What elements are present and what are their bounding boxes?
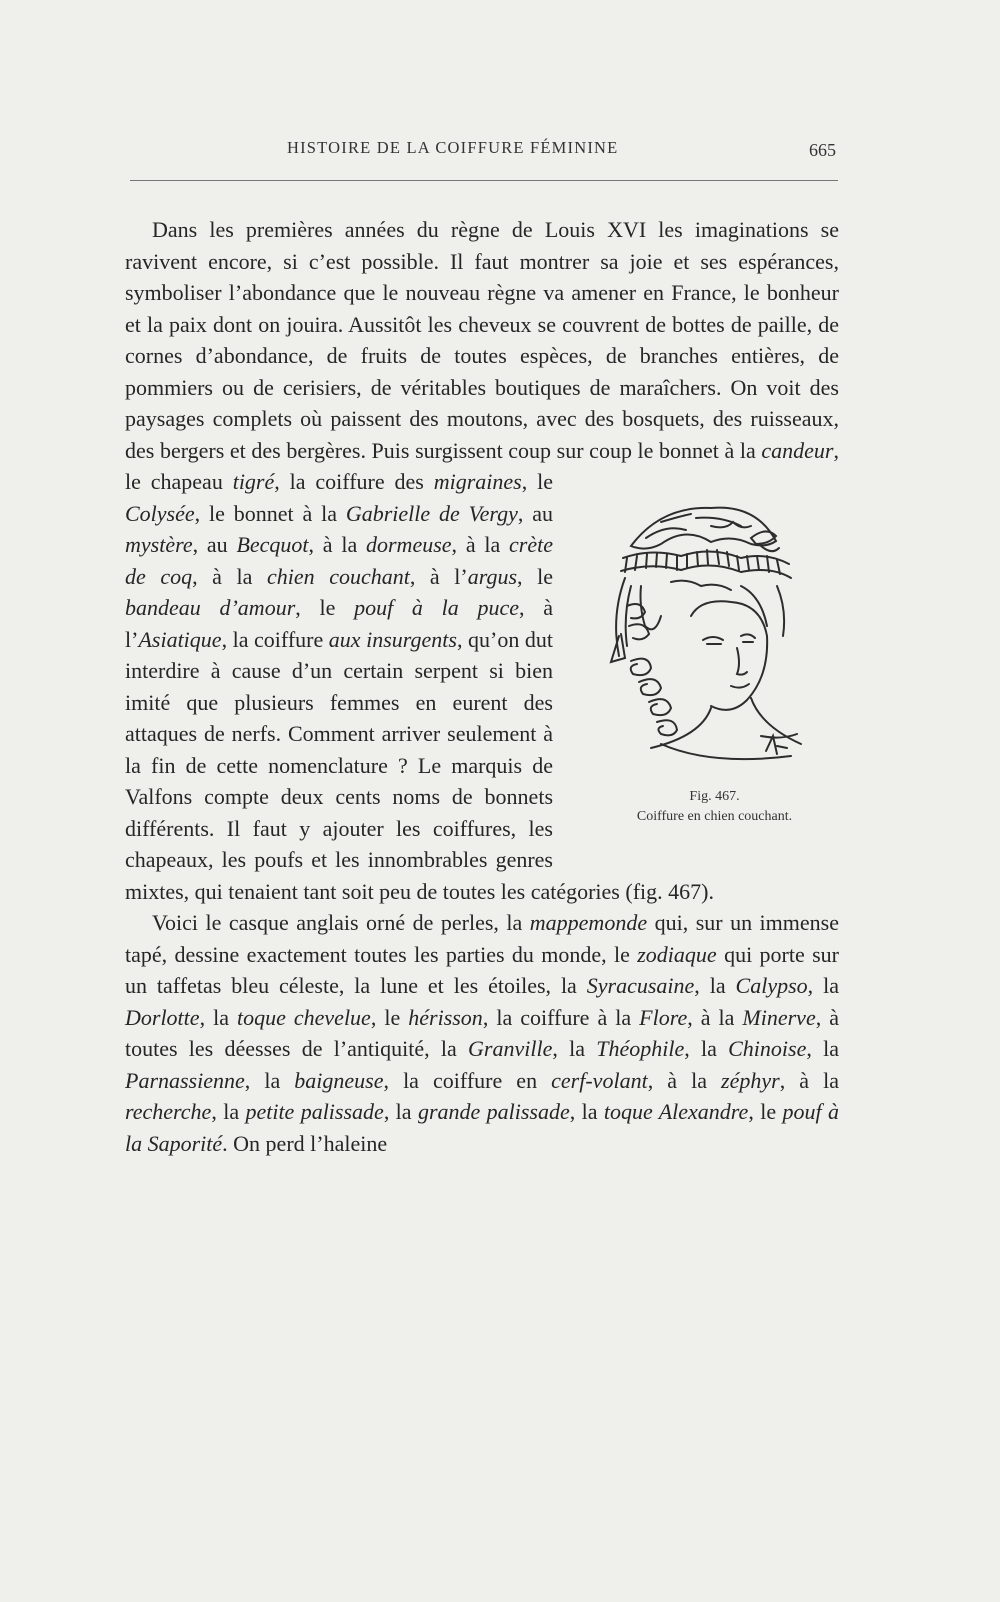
term: grande palissade [417, 1099, 570, 1124]
figure-number: Fig. 467. [689, 789, 740, 804]
text-run: . On perd l’haleine [222, 1130, 388, 1156]
term: petite palissade [245, 1099, 384, 1124]
text-run: , au [192, 532, 237, 557]
paragraph-1-intro: Dans les premières années du règne de Louis XVI les imaginations se ravivent encore, si c’est possible. Il faut montrer sa joie et ses espérances, symboliser l’abondance que le nouveau règne va amener en France, le bonheur et la paix dont on jouira. Aussitôt les cheveux se couvrent de bottes de paille, de cornes d’abondance, de fruits de toutes espèces, de branches entières, de pommiers ou de cerisiers, de véritables boutiques de maraîchers. On voit des paysages complets où paissent des moutons, avec des bosquets, des ruisseaux, des bergers et des bergères. Puis surgissent coup sur coup le bonnet à la [125, 217, 839, 463]
term: Granville [468, 1036, 553, 1061]
text-run: , le [521, 469, 553, 494]
term: Asiatique [138, 626, 222, 652]
term: Calypso [735, 973, 808, 998]
page-header [130, 136, 838, 181]
term: Théophile [596, 1036, 685, 1061]
illustration-coiffure-chien-couchant [591, 486, 821, 786]
term: zodiaque [637, 941, 717, 967]
text-run: qui, sur un immense tapé, dessine exactement toutes les parties du monde, le [125, 910, 839, 967]
text-run: , la coiffure [221, 626, 329, 652]
term: Becquot [236, 532, 309, 557]
term: baigneuse [294, 1067, 384, 1093]
page-number: 665 [809, 140, 836, 160]
text-run: , le chapeau [125, 437, 839, 494]
text-run: , la [684, 1036, 729, 1061]
term: Parnassienne [125, 1067, 245, 1093]
text-run: , le [748, 1099, 783, 1124]
term: mystère [125, 532, 193, 557]
term: Flore [639, 1004, 688, 1030]
text-run: qui porte sur un taffetas bleu céleste, la lune et les étoiles, la [125, 941, 840, 998]
figure-467 [563, 466, 839, 854]
body-text [125, 214, 839, 1159]
term: dormeuse [366, 532, 452, 557]
text-run: , la [569, 1099, 604, 1124]
term: migraines [433, 469, 522, 494]
term: toque chevelue [236, 1004, 371, 1030]
running-title: HISTOIRE DE LA COIFFURE FÉMININE [287, 138, 619, 157]
text-run: , à l’ [125, 595, 553, 652]
term: Gabrielle de Vergy [345, 500, 518, 526]
text-run: , à la [451, 532, 510, 557]
text-run: , le bonnet à la [194, 500, 346, 526]
text-run: , à la [779, 1067, 839, 1093]
text-run: , le [517, 563, 553, 589]
term: toque Alexandre [603, 1099, 749, 1124]
term: zéphyr [721, 1067, 780, 1093]
text-run: , la [211, 1099, 246, 1124]
term: tigré [232, 469, 275, 494]
term: Colysée [125, 500, 195, 526]
text-run: , à la [687, 1004, 743, 1030]
text-run: , à toutes les déesses de l’antiquité, la [125, 1004, 840, 1061]
figure-caption: Coiffure en chien couchant. [636, 809, 793, 824]
text-run: , le [295, 595, 355, 620]
term: aux insurgents [328, 626, 457, 652]
term: cerf-volant [551, 1067, 648, 1093]
term: crète de coq [125, 532, 553, 589]
term: chien couchant [266, 563, 410, 589]
term: argus [467, 563, 518, 589]
text-run: , à la [308, 532, 366, 557]
text-run: , la [806, 1036, 839, 1061]
text-run: , la coiffure en [383, 1067, 552, 1093]
term: Syracusaine [586, 973, 695, 998]
term: Minerve [742, 1004, 816, 1030]
term: pouf à la puce [354, 595, 520, 620]
term: candeur [761, 437, 834, 463]
term: recherche [125, 1099, 212, 1124]
term: Chinoise [728, 1036, 807, 1061]
text-run: , la [199, 1004, 237, 1030]
text-run: , à la [192, 563, 267, 589]
term: Dorlotte [125, 1004, 200, 1030]
paragraph-1-conclusion: , qu’on dut interdire à cause d’un certain serpent si bien imité que plusieurs femmes en eurent des attaques de nerfs. Comment arriver seulement à la fin de cette nomenclature ? Le marquis de Valfons compte deux cents noms de bonnets différents. Il faut y ajouter les coiffures, les chapeaux, les poufs et les innombrables genres mixtes, qui tenaient tant soit peu de toutes les catégories (fig. 467). [125, 626, 714, 904]
text-run: Voici le casque anglais orné de perles, la [152, 910, 530, 935]
term: bandeau d’amour [125, 595, 296, 620]
text-run: , le [370, 1004, 409, 1030]
text-run: , la coiffure des [274, 469, 434, 494]
paragraph-1 [125, 214, 839, 907]
paragraph-2 [125, 907, 839, 1159]
text-run: , la [807, 973, 839, 998]
text-run: , la [244, 1067, 295, 1093]
text-run: , à l’ [409, 563, 468, 589]
term: mappemonde [529, 910, 648, 935]
term: hérisson [408, 1004, 483, 1030]
text-run: , la coiffure à la [482, 1004, 640, 1030]
text-run: , la [694, 973, 736, 998]
text-run: , à la [647, 1067, 722, 1093]
term: pouf à la Saporité [125, 1099, 839, 1156]
text-run: , au [517, 500, 553, 526]
text-run: , la [383, 1099, 418, 1124]
text-run: , la [552, 1036, 597, 1061]
